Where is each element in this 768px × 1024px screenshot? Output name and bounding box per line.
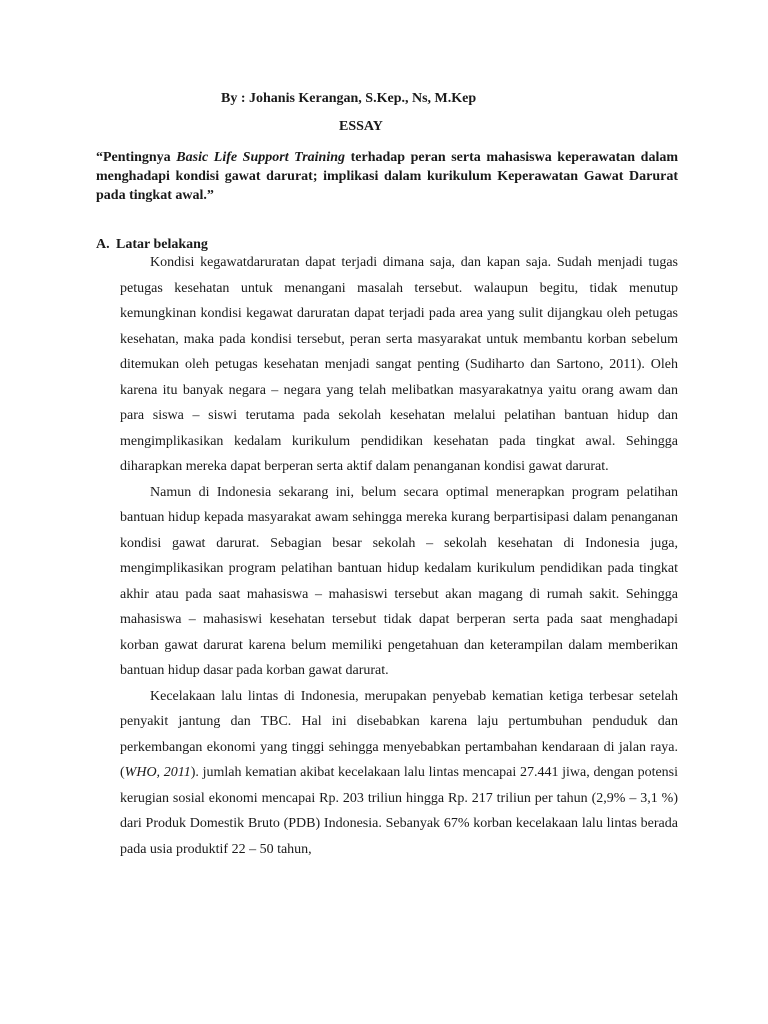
paragraph-3-end: ). jumlah kematian akibat kecelakaan lalu lintas mencapai 27.441 jiwa, dengan potensi kerugian sosial ekonomi mencapai Rp. 203 triliun hingga Rp. 217 triliun per tahun (2,9% – 3,1 %) dari Produk Domestik Bruto (PDB) Indonesia. Sebanyak 67% korban kecelakaan lalu lintas berada pada usia produktif 22 – 50 tahun, <box>120 765 679 857</box>
section-heading-text: Latar belakang <box>116 237 208 252</box>
citation: WHO, 2011 <box>124 765 191 780</box>
paragraph-3 <box>120 684 678 863</box>
author-line: By : Johanis Kerangan, S.Kep., Ns, M.Kep <box>221 91 477 106</box>
essay-label: ESSAY <box>339 119 383 134</box>
paragraph-2: Namun di Indonesia sekarang ini, belum secara optimal menerapkan program pelatihan bantuan hidup kepada masyarakat awam sehingga mereka kurang berpartisipasi dalam penanganan kondisi gawat darurat. Sebagian besar sekolah – sekolah kesehatan di Indonesia juga, mengimplikasikan program pelatihan bantuan hidup kedalam kurikulum pendidikan pada tingkat akhir atau pada saat mahasiswa – mahasiswi tersebut akan magang di rumah sakit. Sehingga mahasiswa – mahasiswi kesehatan tersebut tidak dapat berperan serta pada saat menghadapi korban gawat darurat karena belum memiliki pengetahuan dan keterampilan dalam memberikan bantuan hidup dasar pada korban gawat darurat. <box>120 484 678 678</box>
paragraph-1: Kondisi kegawatdaruratan dapat terjadi dimana saja, dan kapan saja. Sudah menjadi tugas petugas kesehatan untuk menangani masalah tersebut. walaupun begitu, tidak menutup kemungkinan kondisi kegawat daruratan dapat terjadi pada area yang sulit dijangkau oleh petugas kesehatan, maka pada kondisi tersebut, peran serta masyarakat untuk membantu korban sebelum ditemukan oleh petugas kesehatan menjadi sangat penting (Sudiharto dan Sartono, 2011). Oleh karena itu banyak negara – negara yang telah melibatkan masyarakatnya yaitu orang awam dan para siswa – siswi terutama pada sekolah kesehatan melalui pelatihan bantuan hidup dan mengimplikasikan kedalam kurikulum pendidikan kesehatan pada tingkat awal. Sehingga diharapkan mereka dapat berperan serta aktif dalam penanganan kondisi gawat darurat. <box>120 255 678 474</box>
title-italic-phrase: Basic Life Support Training <box>176 150 346 165</box>
section-marker: A. <box>96 237 110 252</box>
title-suffix: terhadap peran serta mahasiswa keperawatan dalam menghadapi kondisi gawat darurat; implikasi dalam kurikulum Keperawatan Gawat Darurat pada tingkat awal.” <box>96 150 679 203</box>
essay-title <box>96 148 678 205</box>
body-text <box>120 250 678 862</box>
paragraph-3-start: Kecelakaan lalu lintas di Indonesia, merupakan penyebab kematian ketiga terbesar setelah penyakit jantung dan TBC. Hal ini disebabkan karena laju pertumbuhan penduduk dan perkembangan ekonomi yang tinggi sehingga menyebabkan pertambahan kendaraan di jalan raya. ( <box>120 688 678 780</box>
title-prefix: “Pentingnya <box>96 150 177 165</box>
